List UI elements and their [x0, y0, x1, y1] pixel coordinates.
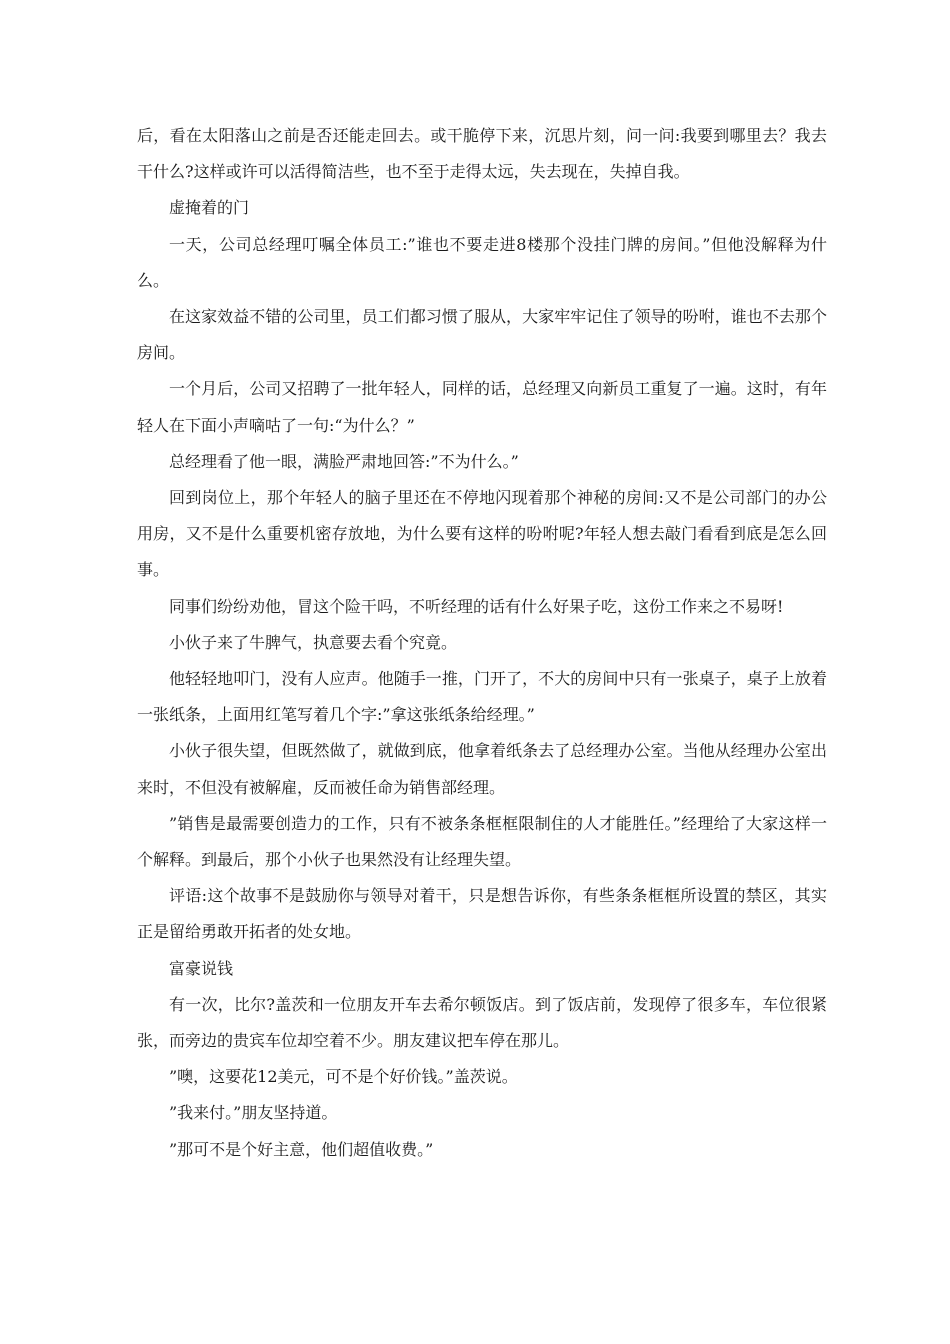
- paragraph: ”我来付。”朋友坚持道。: [169, 1103, 338, 1123]
- paragraph-continuation: 后，看在太阳落山之前是否还能走回去。或干脆停下来，沉思片刻，问一问:我要到哪里去？我去干什么?这样或许可以活得简洁些，也不至于走得太远，失去现在，失掉自我。: [137, 126, 827, 182]
- paragraph: ”销售是最需要创造力的工作，只有不被条条框框限制住的人才能胜任。”经理给了大家这样一个解释。到最后，那个小伙子也果然没有让经理失望。: [137, 813, 827, 870]
- paragraph: 有一次，比尔?盖茨和一位朋友开车去希尔顿饭店。到了饭店前，发现停了很多车，车位很紧张，而旁边的贵宾车位却空着不少。朋友建议把车停在那儿。: [137, 994, 827, 1051]
- paragraph: 总经理看了他一眼，满脸严肃地回答:”不为什么。”: [169, 451, 519, 471]
- paragraph: ”那可不是个好主意，他们超值收费。”: [169, 1139, 434, 1159]
- section-title-ajar-door: 虚掩着的门: [169, 198, 250, 218]
- paragraph: 同事们纷纷劝他，冒这个险干吗，不听经理的话有什么好果子吃，这份工作来之不易呀!: [169, 596, 784, 616]
- paragraph: 小伙子来了牛脾气，执意要去看个究竟。: [169, 632, 458, 652]
- paragraph-comment: 评语:这个故事不是鼓励你与领导对着干，只是想告诉你，有些条条框框所设置的禁区，其实正是留给勇敢开拓者的处女地。: [137, 886, 827, 942]
- paragraph: ”噢，这要花12美元，可不是个好价钱。”盖茨说。: [169, 1067, 518, 1087]
- paragraph: 回到岗位上，那个年轻人的脑子里还在不停地闪现着那个神秘的房间:又不是公司部门的办公用房，又不是什么重要机密存放地，为什么要有这样的吩咐呢?年轻人想去敲门看看到底是怎么回事。: [137, 488, 827, 580]
- paragraph: 他轻轻地叩门，没有人应声。他随手一推，门开了，不大的房间中只有一张桌子，桌子上放着一张纸条，上面用红笔写着几个字:”拿这张纸条给经理。”: [137, 669, 827, 725]
- paragraph: 一个月后，公司又招聘了一批年轻人，同样的话，总经理又向新员工重复了一遍。这时，有年轻人在下面小声嘀咕了一句:“为什么？”: [137, 379, 827, 435]
- section-title-rich-talk-money: 富豪说钱: [169, 958, 234, 978]
- paragraph: 一天，公司总经理叮嘱全体员工:”谁也不要走进8楼那个没挂门牌的房间。”但他没解释为什么。: [137, 234, 827, 290]
- document-body: [137, 118, 827, 1168]
- paragraph: 在这家效益不错的公司里，员工们都习惯了服从，大家牢牢记住了领导的吩咐，谁也不去那个房间。: [137, 307, 827, 363]
- paragraph: 小伙子很失望，但既然做了，就做到底，他拿着纸条去了总经理办公室。当他从经理办公室出来时，不但没有被解雇，反而被任命为销售部经理。: [137, 741, 827, 797]
